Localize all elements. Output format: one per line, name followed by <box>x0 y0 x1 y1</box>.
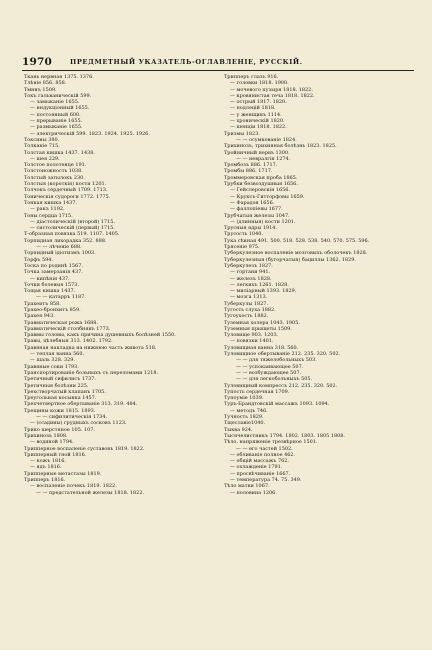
index-entry: Толстая кишка 1437. 1438. <box>24 149 95 156</box>
index-entry: — — успокаивающее 507. <box>236 363 304 370</box>
index-entry: — — лѣченіе 688. <box>36 244 82 251</box>
index-entry: Трипперъ 1816. <box>24 477 66 483</box>
index-entry: — индукціонный 1655. <box>30 105 90 112</box>
index-entry: — — его частей 1502. <box>236 445 293 452</box>
index-entry: Туръ-Брандтовскій массажъ 1093. 1094. <box>224 401 330 408</box>
page-number: 1970 <box>22 56 53 68</box>
index-entry: Трипперные метастазы 1819. <box>24 470 102 477</box>
index-entry: — подлецій 1818. <box>230 105 276 112</box>
index-entry: — прерываніе 1655. <box>30 118 83 125</box>
running-title: ПРЕДМЕТНЫЙ УКАЗАТЕЛЬ-ОГЛАВЛЕНІЕ, РУССКІЙ. <box>70 58 303 66</box>
index-entry: Тщеславіе1040. <box>224 420 266 427</box>
index-entry: — шаль 328. 329. <box>30 357 75 364</box>
index-entry: Токсины 380. <box>24 136 60 143</box>
index-entry: Туберкулезныя (бугорчатыя) бациллы 1362. 1829. <box>224 256 356 263</box>
index-entry: Травяная накладка на нижнюю часть живота 518. <box>24 344 157 351</box>
index-entry: — половина 1206. <box>230 489 277 496</box>
index-entry: Трещины кожи 1815. 1893. <box>24 407 96 414</box>
index-entry: Трахея 943. <box>24 313 55 320</box>
index-entry: — — сифилитическія 1734. <box>36 414 108 421</box>
index-entry: Тугость слуха 1882. <box>224 306 276 313</box>
index-entry: — методъ 746. <box>230 407 268 414</box>
header-rule <box>22 70 414 71</box>
index-entry: Точки болевыя 1573. <box>24 281 80 288</box>
index-entry: Тука сѣнная 491. 500. 518. 528. 538. 540. 570. 575. 596. <box>224 237 370 244</box>
index-entry: — воспаленіе почекъ 1819. 1822. <box>30 483 117 490</box>
index-entry: Тризмы 1823. <box>224 130 260 137</box>
index-entry: Толканіе 715. <box>24 143 60 150</box>
index-entry: Трусость 1040. <box>224 231 263 238</box>
index-entry: Толстыя (короткія) кости 1201. <box>24 181 107 188</box>
index-entry: Тоническія судороги 1772. 1775. <box>24 193 111 200</box>
index-entry: — кожъ 1816. <box>30 458 66 465</box>
index-entry: Трехстворчатый клапанъ 1705. <box>24 388 106 395</box>
index-entry: Тучность 1829. <box>224 414 264 421</box>
index-entry: Трубчатыя железы 1047. <box>224 212 290 219</box>
index-entry: — хроническій 1820. <box>230 118 285 125</box>
index-entry: Туловищное обертываніе 212. 235. 320. 502. <box>224 351 341 358</box>
index-entry: — діастолическій (второй) 1715. <box>30 218 115 225</box>
index-entry: — шея 229. <box>30 155 60 162</box>
index-entry: — Фарадэя 1656. <box>230 199 275 206</box>
index-column-left <box>24 74 214 496</box>
index-entry: Травы, цѣлебныя 313. 1402. 1792. <box>24 338 113 345</box>
index-entry: Тугоухость 1882. <box>224 313 269 320</box>
index-entry: — кровянистая теча 1818. 1822. <box>230 92 315 99</box>
index-entry: Травяные соки 1793. <box>24 363 79 370</box>
index-entry: Ткань нервная 1375. 1376. <box>24 74 94 80</box>
index-entry: Тонкая кишка 1437. <box>24 199 77 206</box>
index-entry: Транспортированіе больныхъ съ переломами 1218. <box>24 369 159 376</box>
index-entry: Трахеитъ 858. <box>24 300 61 307</box>
index-entry: — Круксъ-Гитторфовы 1659. <box>230 193 305 200</box>
index-entry: Трихинозъ 1808. <box>24 432 68 439</box>
index-entry: — — невралгія 1274. <box>236 155 291 162</box>
index-entry: — у женщинъ 1114. <box>230 111 282 118</box>
index-entry: Туловище 903. 1203. <box>224 332 279 339</box>
index-entry: Тоска по родинѣ 1567. <box>24 262 83 269</box>
index-entry: — гортани 941. <box>230 269 271 276</box>
index-entry: Толстое полотенце 191. <box>24 162 87 169</box>
index-entry: — — для тяжелобольныхъ 503. <box>236 357 317 364</box>
index-entry: — температура 74. 75. 349. <box>230 477 302 483</box>
page-header <box>22 56 414 70</box>
index-entry: Трико шерстяное 105. 107. <box>24 426 95 433</box>
index-entry: Трипперъ глазъ 916. <box>224 74 279 80</box>
index-entry: — водяной 1794. <box>30 439 74 446</box>
index-entry: Туловищный компрессъ 212. 235. 320. 502. <box>224 382 338 389</box>
index-entry: Туберкулезное воспаленіе мозговыхъ оболочекъ 1828. <box>224 250 368 257</box>
index-entry: — кипѣнія 437. <box>30 275 70 282</box>
index-entry: — электрическій 599. 1823. 1924. 1925. 1926. <box>30 130 150 137</box>
index-entry: Тромбозъ 886. 1717. <box>224 162 278 169</box>
index-entry: Тыква 924. <box>224 426 253 433</box>
index-entry: Треугольная косынка 1457. <box>24 395 97 402</box>
index-entry: Тройничный нервъ 1300. <box>224 149 290 156</box>
index-entry: — миліарный 1393. 1829. <box>230 288 297 295</box>
index-entry: Толстоножность 1038. <box>24 168 83 175</box>
index-entry: Трехчетвертное обертываніе 313. 319. 484. <box>24 401 138 408</box>
index-entry: Тлѣніе 856. 858. <box>24 80 67 87</box>
index-entry: Тощая кишка 1437. <box>24 288 76 295</box>
index-column-right <box>224 74 414 496</box>
index-entry: — (длинныя) кости 1201. <box>230 218 296 225</box>
index-entry: — замыканіе 1655. <box>30 99 80 106</box>
index-entry: — фаллопіевы 1677. <box>230 206 283 213</box>
index-entry: — головки 1818. 1900. <box>230 80 289 87</box>
index-entry: Трихинозъ, трихинная болѣзнь 1823. 1825. <box>224 143 337 150</box>
index-entry: Тѣло матки 1067. <box>224 483 270 490</box>
index-entry: — — катарръ 1187. <box>36 294 86 301</box>
index-entry: Туловищная ванна 318. 560. <box>224 344 299 351</box>
index-entry: Торфъ 594. <box>24 256 53 263</box>
index-entry: Токъ гальваническій 599. <box>24 92 92 99</box>
index-entry: — обливаніе полное 462. <box>230 451 296 458</box>
index-entry: — шенціи 1818. 1822. <box>230 124 287 131</box>
index-entry: Тупость сердечная 1709. <box>224 388 290 395</box>
index-entry: Травматическая рожа 1688. <box>24 319 98 326</box>
index-entry: Туземныя прыщеты 1509. <box>224 325 292 332</box>
index-entry: — (ссадины) грудныхъ сосковъ 1123. <box>30 420 127 427</box>
index-entry: Трипперное воспаленіе суставовъ 1819. 1822. <box>24 445 145 452</box>
index-entry: Туземная холера 1043. 1905. <box>224 319 300 326</box>
index-entry: — ядъ 1816. <box>30 464 62 471</box>
index-entry: — Гейслеровскія 1656. <box>230 187 290 194</box>
index-entry: Трясеніе 975. <box>224 244 260 251</box>
index-entry: — мозга 1313. <box>230 294 268 301</box>
index-entry: — — предстательной железы 1818. 1822. <box>36 489 145 496</box>
index-entry: Тупоуміе 1039. <box>224 395 264 402</box>
index-entry: Тѣло, напряженіе трезвѣрное 1501. <box>224 439 318 446</box>
index-entry: Туберкулы 1827. <box>224 300 269 307</box>
index-entry: Трипперный гной 1816. <box>24 451 87 458</box>
index-entry: Торпидная лихорадка 352. 888. <box>24 237 107 244</box>
index-entry: Трубки безвоздушныя 1656. <box>224 181 298 188</box>
index-entry: Тромбы 886. 1717. <box>224 168 273 175</box>
index-entry: — постоянный 600. <box>30 111 81 118</box>
index-entry: — легкихъ 1261. 1828. <box>230 281 289 288</box>
index-entry: — повязки 1401. <box>230 338 274 345</box>
index-entry: — острый 1817. 1820. <box>230 99 287 106</box>
index-entry: Толстый затылокъ 230. <box>24 174 85 181</box>
index-entry: Тысячелистникъ 1794. 1802. 1803. 1805 1808. <box>224 432 345 439</box>
index-entry: — общій массажъ 762. <box>230 458 289 465</box>
index-entry: — просвѣчиваніе 1667. <box>230 470 291 477</box>
index-entry: Точка замерзанія 437. <box>24 269 83 276</box>
index-entry: — — для легкобольныхъ 505. <box>236 376 313 383</box>
index-entry: — теплая ванна 560. <box>30 351 85 358</box>
index-entry: — мочевого пузыря 1818. 1822. <box>230 86 313 93</box>
index-entry: — ракъ 1192. <box>30 206 65 213</box>
index-entry: Троммеровская проба 1865. <box>224 174 298 181</box>
index-entry: Третичныя болѣзни 225. <box>24 382 89 389</box>
index-entry: Травмы головы, какъ причина душевныхъ болѣзней 1550. <box>24 332 176 339</box>
index-entry: Т-образная повязка 519. 1107. 1405. <box>24 231 120 238</box>
index-entry: Торпидный ідіотизмъ 1003. <box>24 250 96 257</box>
index-entry: Трахео-бронхитъ 859. <box>24 306 81 313</box>
index-entry: Толчокъ сердечный 1709. 1713. <box>24 187 108 194</box>
index-entry: — систолическій (первый) 1715. <box>30 225 115 232</box>
index-entry: Туберкулезъ 1827. <box>224 262 273 269</box>
index-entry: — — осумкованіе 1824. <box>236 136 297 143</box>
index-entry: Третичный сифилисъ 1737. <box>24 376 96 383</box>
index-entry: Травматическій столбнякъ 1773. <box>24 325 111 332</box>
index-entry: — железъ 1828. <box>230 275 272 282</box>
index-entry: — размыканіе 1655. <box>30 124 83 131</box>
index-entry: — — возбуждающее 507. <box>236 369 302 376</box>
index-entry: Тмннъ 1509. <box>24 86 57 93</box>
index-entry: Тоны сердца 1715. <box>24 212 73 219</box>
index-entry: — охлажденіе 1791. <box>230 464 283 471</box>
index-entry: Трусныя ядры 1914. <box>224 225 277 232</box>
